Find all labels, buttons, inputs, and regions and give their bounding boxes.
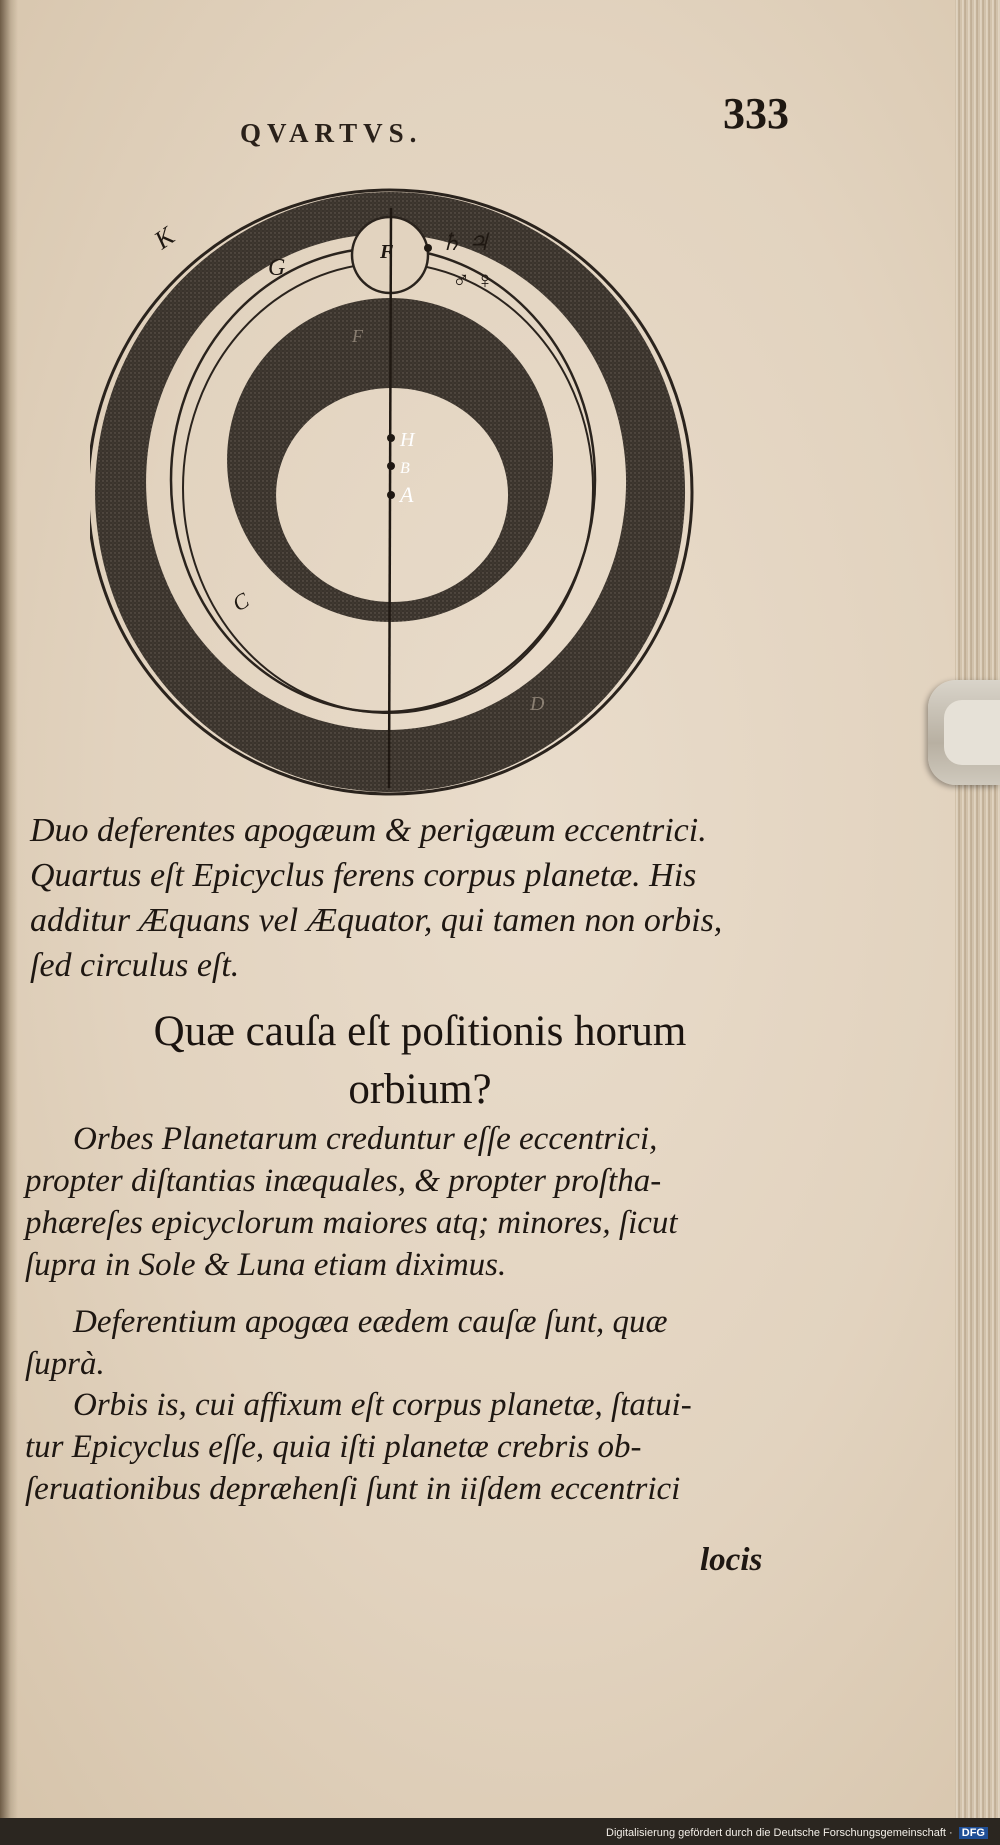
paragraph-line: tur Epicyclus eſſe, quia iſti planetæ crebris ob- bbox=[25, 1429, 642, 1465]
label-b: B bbox=[400, 460, 410, 477]
planet-point bbox=[424, 244, 432, 252]
paragraph-line: ſeruationibus depræhenſi ſunt in iiſdem eccentrici bbox=[25, 1471, 681, 1507]
page-number: 333 bbox=[723, 89, 789, 138]
footer-text: Digitalisierung gefördert durch die Deutsche Forschungsgemeinschaft · bbox=[606, 1827, 953, 1839]
label-k: K bbox=[148, 221, 180, 255]
paragraph-line: ſuprà. bbox=[25, 1346, 105, 1382]
dfg-logo: DFG bbox=[959, 1827, 988, 1839]
paragraph-line: propter diſtantias inæquales, & propter proſtha- bbox=[25, 1163, 662, 1199]
book-gutter-shadow bbox=[0, 0, 18, 1818]
running-head: QVARTVS. bbox=[240, 118, 423, 148]
label-h: H bbox=[400, 429, 415, 451]
paragraph bbox=[25, 1384, 785, 1510]
label-saturn-jupiter: ♄ ♃ bbox=[440, 230, 490, 256]
label-d: D bbox=[530, 693, 545, 715]
label-f-band: F bbox=[352, 326, 363, 346]
heading-line-1: Quæ cauſa eſt poſitionis horum bbox=[153, 1008, 687, 1055]
label-a: A bbox=[400, 482, 414, 507]
planetary-orbs-diagram bbox=[90, 180, 720, 800]
paragraph-line: Orbis is, cui affixum eſt corpus planetæ, ſtatui- bbox=[73, 1387, 692, 1423]
label-f-epicycle: F bbox=[380, 241, 394, 263]
point-h bbox=[387, 434, 395, 442]
point-a bbox=[387, 491, 395, 499]
paragraph bbox=[25, 1301, 785, 1385]
caption-line: ſed circulus eſt. bbox=[30, 947, 240, 984]
paragraph-line: Orbes Planetarum creduntur eſſe eccentrici, bbox=[73, 1121, 658, 1157]
paragraph-line: Deferentium apogæa eædem cauſæ ſunt, quæ bbox=[73, 1304, 668, 1340]
point-b bbox=[387, 462, 395, 470]
catchword: locis bbox=[700, 1542, 763, 1578]
paragraph-line: phæreſes epicyclorum maiores atq; minores, ſicut bbox=[25, 1205, 678, 1241]
label-mars-venus: ♂ ♀ bbox=[452, 268, 494, 294]
figure-caption bbox=[30, 808, 810, 988]
book-clasp-highlight bbox=[944, 700, 1000, 765]
label-g: G bbox=[268, 255, 286, 281]
heading-line-2: orbium? bbox=[348, 1066, 492, 1113]
label-c: C bbox=[228, 587, 254, 617]
caption-line: Quartus eſt Epicyclus ferens corpus planetæ. His bbox=[30, 857, 697, 894]
digitization-footer bbox=[606, 1827, 988, 1839]
section-heading bbox=[60, 1003, 780, 1119]
paragraph-line: ſupra in Sole & Luna etiam diximus. bbox=[25, 1247, 507, 1283]
page-edges bbox=[955, 0, 1000, 1818]
paragraph bbox=[25, 1118, 785, 1286]
caption-line: Duo deferentes apogæum & perigæum eccentrici. bbox=[30, 812, 707, 849]
caption-line: additur Æquans vel Æquator, qui tamen non orbis, bbox=[30, 902, 723, 939]
